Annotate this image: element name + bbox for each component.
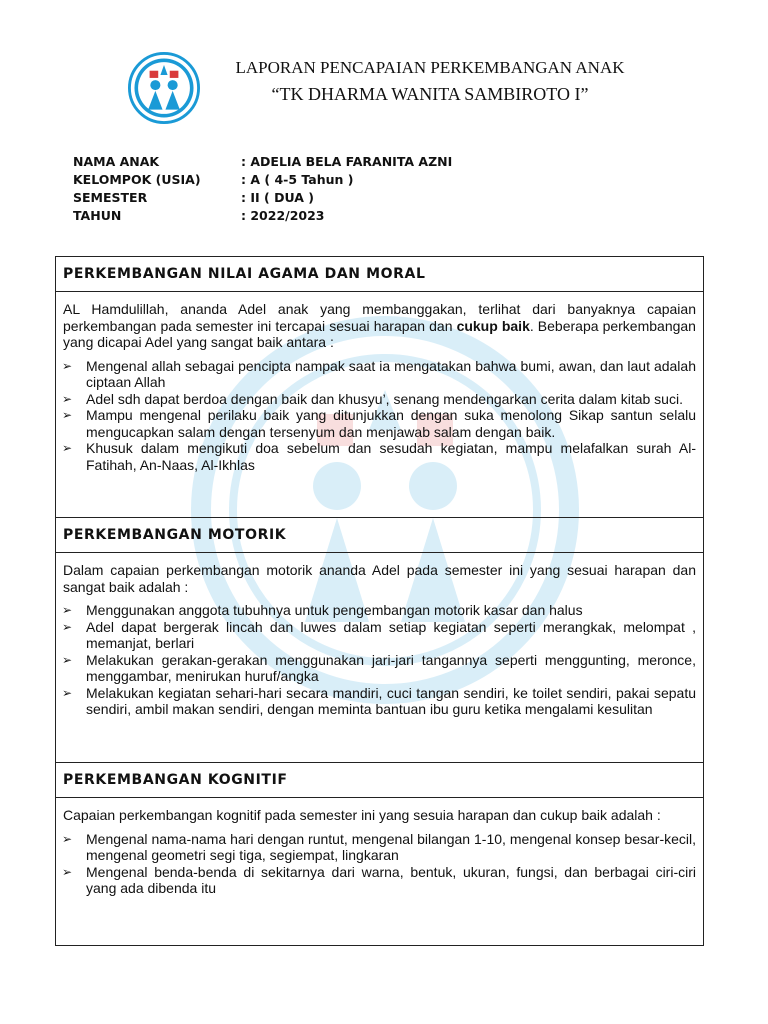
bullet-arrow-icon: ➢ xyxy=(62,603,73,617)
bullet-arrow-icon: ➢ xyxy=(62,391,73,406)
section-motorik xyxy=(55,517,704,763)
section-title: PERKEMBANGAN MOTORIK xyxy=(56,518,703,553)
year-row xyxy=(73,207,452,225)
school-emblem-icon xyxy=(128,52,200,124)
semester-label: SEMESTER xyxy=(73,190,148,205)
list-item: ➢ Mengenal allah sebagai pencipta nampak saat ia mengatakan bahwa bumi, awan, dan laut adalah ciptaan Allah xyxy=(62,357,696,390)
section-agama xyxy=(55,256,704,518)
section-title: PERKEMBANGAN NILAI AGAMA DAN MORAL xyxy=(56,257,703,292)
bullet-arrow-icon: ➢ xyxy=(62,864,73,879)
list-item: ➢ Melakukan kegiatan sehari-hari secara mandiri, cuci tangan sendiri, ke toilet sendiri, pakai sepatu sendiri, ambil makan sendiri, dengan meminta bantuan ibu guru ketika mengalami kesulitan xyxy=(62,684,696,717)
bullet-arrow-icon: ➢ xyxy=(62,652,73,667)
list-item: ➢ Melakukan gerakan-gerakan menggunakan jari-jari tangannya seperti menggunting, meronce, menggambar, menirukan huruf/angka xyxy=(62,651,696,684)
bullet-arrow-icon: ➢ xyxy=(62,831,73,846)
list-item: ➢ Mampu mengenal perilaku baik yang ditunjukkan dengan suka menolong Sikap santun selalu mengucapkan salam dengan tersenyum dan menjawab salam dengan baik. xyxy=(62,407,696,440)
semester-value: : II ( DUA ) xyxy=(241,190,314,205)
list-item: ➢ Menggunakan anggota tubuhnya untuk pengembangan motorik kasar dan halus xyxy=(62,602,583,618)
student-name-label: NAMA ANAK xyxy=(73,154,160,169)
list-item: ➢ Mengenal benda-benda di sekitarnya dari warna, bentuk, ukuran, fungsi, dan berbagai ciri-ciri yang ada dibenda itu xyxy=(62,863,696,896)
school-name: “TK DHARMA WANITA SAMBIROTO I” xyxy=(271,84,589,104)
group-value: : A ( 4-5 Tahun ) xyxy=(241,172,354,187)
section-intro: Dalam capaian perkembangan motorik ananda Adel pada semester ini yang sesuai harapan dan sangat baik adalah : xyxy=(63,562,696,595)
year-label: TAHUN xyxy=(73,208,122,223)
group-row xyxy=(73,171,452,189)
semester-row xyxy=(73,189,452,207)
student-info xyxy=(73,153,452,225)
list-item: ➢ Khusuk dalam mengikuti doa sebelum dan sesudah kegiatan, mampu melafalkan surah Al-Fatihah, An-Naas, Al-Ikhlas xyxy=(62,440,696,473)
bullet-arrow-icon: ➢ xyxy=(62,358,73,373)
section-intro: AL Hamdulillah, ananda Adel anak yang membanggakan, terlihat dari banyaknya capaian perkembangan pada semester ini tercapai sesuai harapan dan cukup baik. Beberapa perkembangan yang dicapai Adel yang sangat baik antara : xyxy=(63,301,696,350)
student-name-value: : ADELIA BELA FARANITA AZNI xyxy=(241,154,453,169)
group-label: KELOMPOK (USIA) xyxy=(73,172,201,187)
bullet-arrow-icon: ➢ xyxy=(62,685,73,700)
list-item: ➢ Mengenal nama-nama hari dengan runtut, mengenal bilangan 1-10, mengenal konsep besar-kecil, mengenal geometri segi tiga, segiempat, lingkaran xyxy=(62,830,696,863)
section-title: PERKEMBANGAN KOGNITIF xyxy=(56,763,703,798)
list-item: ➢ Adel sdh dapat berdoa dengan baik dan khusyu’, senang mendengarkan cerita dalam kitab suci. xyxy=(62,390,683,407)
student-name-row xyxy=(73,153,452,171)
bullet-arrow-icon: ➢ xyxy=(62,408,73,422)
report-title: LAPORAN PENCAPAIAN PERKEMBANGAN ANAK xyxy=(235,58,625,77)
bullet-arrow-icon: ➢ xyxy=(62,619,73,634)
section-kognitif xyxy=(55,762,704,946)
year-value: : 2022/2023 xyxy=(241,208,325,223)
bullet-arrow-icon: ➢ xyxy=(62,441,73,455)
section-intro: Capaian perkembangan kognitif pada semester ini yang sesuia harapan dan cukup baik adalah : xyxy=(63,807,661,823)
list-item: ➢ Adel dapat bergerak lincah dan luwes dalam setiap kegiatan seperti merangkak, melompat , memanjat, berlari xyxy=(62,618,696,651)
